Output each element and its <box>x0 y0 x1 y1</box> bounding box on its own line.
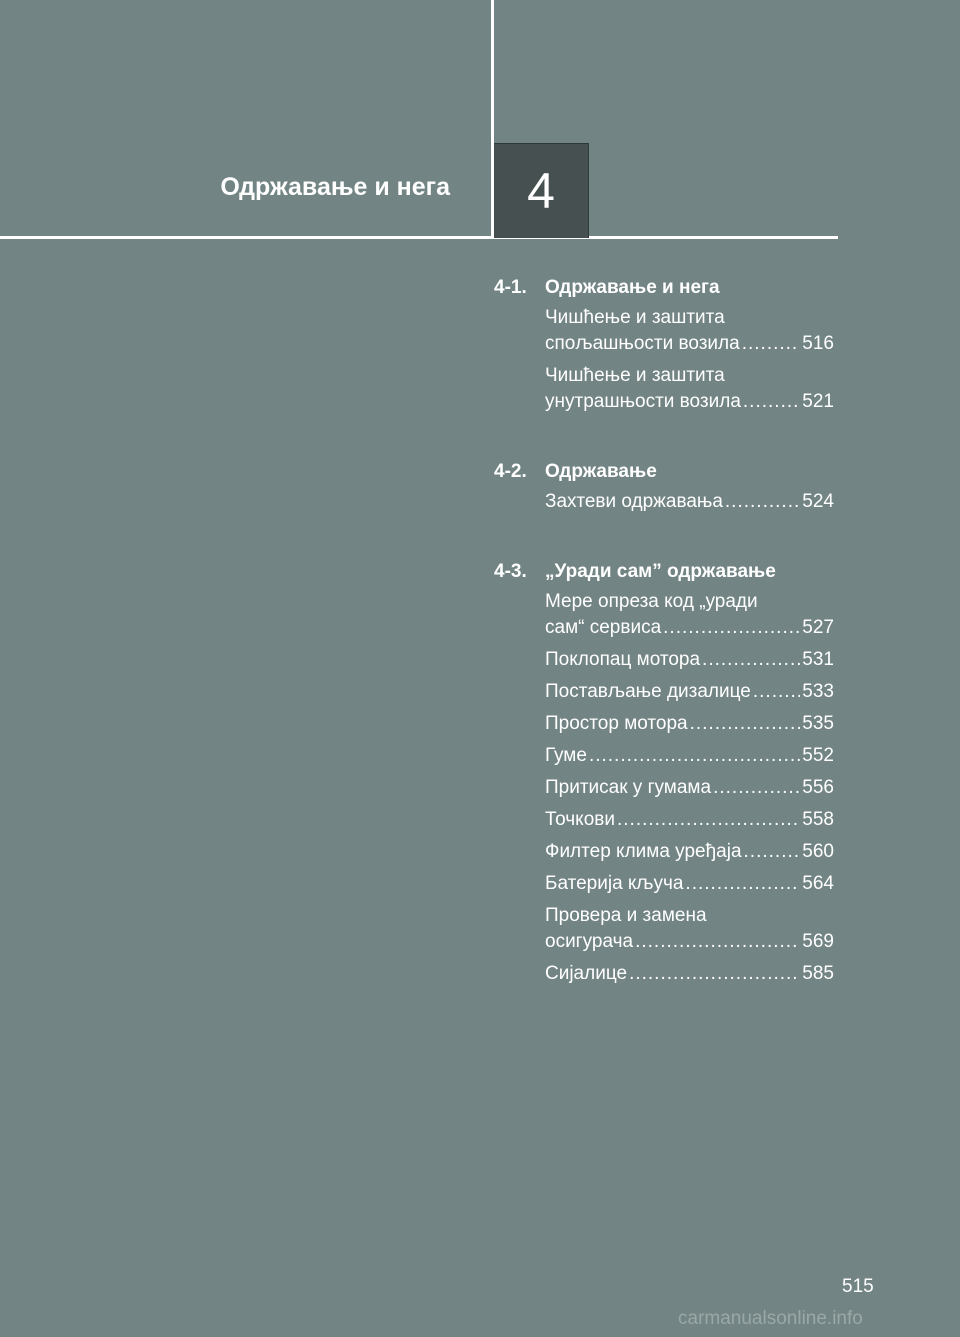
entry-title: Батерија кључа <box>545 873 684 894</box>
section-number: 4-3. <box>494 561 527 582</box>
entry-page-line <box>545 775 834 801</box>
entry-title: осигурача <box>545 931 634 952</box>
dot-leader <box>713 775 800 801</box>
entry-page-number: 556 <box>802 777 834 798</box>
watermark[interactable]: carmanualsonline.info <box>678 1308 863 1329</box>
toc-entry[interactable] <box>545 743 834 769</box>
dot-leader <box>744 839 801 865</box>
toc-entry[interactable] <box>545 679 834 705</box>
toc-entry[interactable] <box>545 775 834 801</box>
section-heading <box>494 275 834 301</box>
section-heading <box>494 459 834 485</box>
entry-page-line <box>545 871 834 897</box>
toc-section <box>494 459 834 515</box>
entry-title-line: Мере опреза код „уради <box>545 591 758 612</box>
dot-leader <box>617 807 800 833</box>
entry-page-line <box>545 331 834 357</box>
entry-title-line: Провера и замена <box>545 905 707 926</box>
toc-section <box>494 275 834 415</box>
entry-page-line <box>545 389 834 415</box>
horizontal-divider <box>0 236 838 239</box>
entry-title: спољашњости возила <box>545 333 740 354</box>
dot-leader <box>702 647 800 673</box>
table-of-contents <box>494 275 834 1031</box>
entry-page-line <box>545 679 834 705</box>
toc-entry[interactable] <box>545 711 834 737</box>
entry-page-line <box>545 807 834 833</box>
entry-page-number: 531 <box>802 649 834 670</box>
page-number: 515 <box>842 1276 874 1297</box>
section-heading <box>494 559 834 585</box>
toc-entry[interactable] <box>545 839 834 865</box>
section-title: Одржавање <box>545 461 657 482</box>
toc-entry[interactable] <box>545 871 834 897</box>
dot-leader <box>690 711 801 737</box>
entry-page-line <box>545 839 834 865</box>
toc-entry[interactable] <box>545 305 834 357</box>
entry-page-line <box>545 929 834 955</box>
toc-entry[interactable] <box>545 589 834 641</box>
entry-page-line <box>545 615 834 641</box>
entry-page-number: 516 <box>802 333 834 354</box>
entry-page-line <box>545 711 834 737</box>
entry-title: унутрашњости возила <box>545 391 741 412</box>
entry-page-number: 552 <box>802 745 834 766</box>
entry-page-line <box>545 489 834 515</box>
toc-entry[interactable] <box>545 961 834 987</box>
dot-leader <box>685 871 800 897</box>
dot-leader <box>629 961 800 987</box>
section-title: Одржавање и нега <box>545 277 720 298</box>
entry-page-line <box>545 961 834 987</box>
dot-leader <box>753 679 800 705</box>
entry-title: Филтер клима уређаја <box>545 841 742 862</box>
chapter-number: 4 <box>527 163 555 219</box>
entry-page-number: 585 <box>802 963 834 984</box>
entry-title: Постављање дизалице <box>545 681 751 702</box>
entry-page-number: 524 <box>802 491 834 512</box>
entry-page-number: 558 <box>802 809 834 830</box>
entry-title: сам“ сервиса <box>545 617 662 638</box>
dot-leader <box>742 331 801 357</box>
entry-title-line: Чишћење и заштита <box>545 365 725 386</box>
dot-leader <box>589 743 800 769</box>
dot-leader <box>725 489 800 515</box>
entry-page-number: 533 <box>802 681 834 702</box>
section-title: „Уради сам” одржавање <box>545 561 776 582</box>
chapter-number-box <box>494 143 589 238</box>
entry-title: Гуме <box>545 745 587 766</box>
dot-leader <box>663 615 800 641</box>
chapter-title: Одржавање и нега <box>220 173 450 201</box>
entry-title: Притисак у гумама <box>545 777 712 798</box>
entry-title: Сијалице <box>545 963 628 984</box>
section-number: 4-2. <box>494 461 527 482</box>
entry-title-line: Чишћење и заштита <box>545 307 725 328</box>
toc-entry[interactable] <box>545 363 834 415</box>
entry-title: Захтеви одржавања <box>545 491 723 512</box>
toc-entry[interactable] <box>545 489 834 515</box>
dot-leader <box>635 929 800 955</box>
dot-leader <box>743 389 800 415</box>
toc-entry[interactable] <box>545 903 834 955</box>
toc-section <box>494 559 834 987</box>
entry-page-number: 527 <box>802 617 834 638</box>
entry-title: Точкови <box>545 809 615 830</box>
entry-page-number: 521 <box>802 391 834 412</box>
entry-title: Простор мотора <box>545 713 688 734</box>
entry-title: Поклопац мотора <box>545 649 701 670</box>
entry-page-number: 560 <box>802 841 834 862</box>
entry-page-number: 569 <box>802 931 834 952</box>
entry-page-line <box>545 647 834 673</box>
section-number: 4-1. <box>494 277 527 298</box>
entry-page-number: 564 <box>802 873 834 894</box>
entry-page-line <box>545 743 834 769</box>
entry-page-number: 535 <box>802 713 834 734</box>
toc-entry[interactable] <box>545 807 834 833</box>
toc-entry[interactable] <box>545 647 834 673</box>
